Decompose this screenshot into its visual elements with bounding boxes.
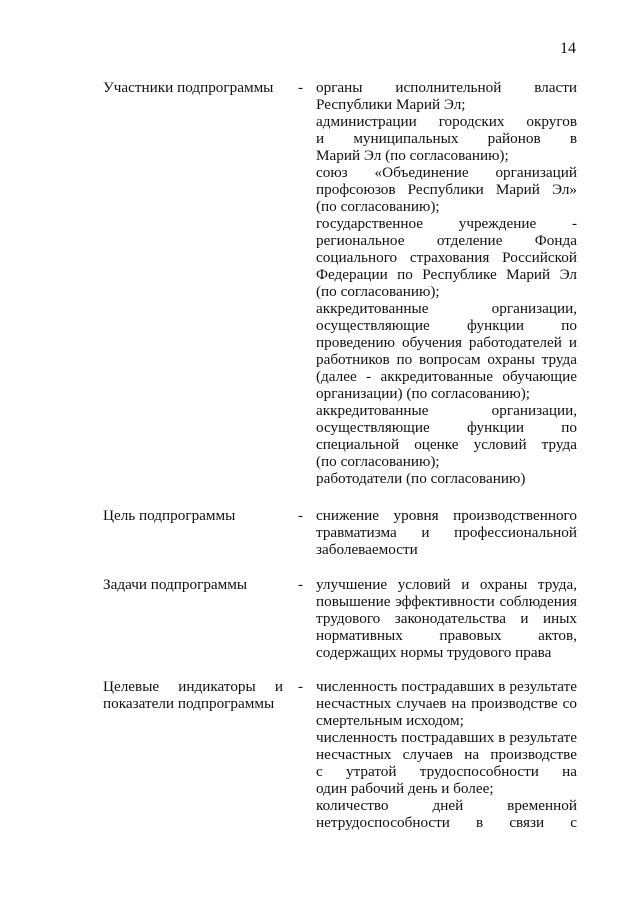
body-line: специальной оценке условий труда	[316, 436, 577, 453]
body-line: с утратой трудоспособности на	[316, 763, 577, 780]
body-line: трудового законодательства и иных	[316, 610, 577, 627]
body-line: аккредитованные организации,	[316, 402, 577, 419]
body-line: Марий Эл (по согласованию);	[316, 147, 509, 164]
section-participants-dash: -	[298, 79, 304, 96]
body-line: снижение уровня производственного	[316, 507, 577, 524]
label-line: Задачи подпрограммы	[103, 576, 248, 593]
section-tasks-dash: -	[298, 576, 304, 593]
body-line: нормативных правовых актов,	[316, 627, 577, 644]
body-line: работников по вопросам охраны труда	[316, 351, 577, 368]
body-line: несчастных случаев на производстве со	[316, 695, 577, 712]
body-line: администрации городских округов	[316, 113, 577, 130]
body-line: организации) (по согласованию);	[316, 385, 531, 402]
section-goal-dash: -	[298, 507, 304, 524]
body-line: заболеваемости	[316, 541, 418, 558]
body-line: травматизма и профессиональной	[316, 524, 577, 541]
section-indicators-dash: -	[298, 678, 304, 695]
body-line: Республики Марий Эл;	[316, 96, 466, 113]
section-tasks-body	[316, 576, 577, 661]
label-line: показатели подпрограммы	[103, 695, 275, 712]
body-line: работодатели (по согласованию)	[316, 470, 526, 487]
section-participants-label	[103, 79, 283, 96]
body-line: (по согласованию);	[316, 453, 440, 470]
body-line: нетрудоспособности в связи с	[316, 814, 577, 831]
body-line: социального страхования Российской	[316, 249, 577, 266]
body-line: несчастных случаев на производстве	[316, 746, 577, 763]
body-line: союз «Объединение организаций	[316, 164, 577, 181]
body-line: органы исполнительной власти	[316, 79, 577, 96]
body-line: количество дней временной	[316, 797, 577, 814]
body-line: Федерации по Республике Марий Эл	[316, 266, 577, 283]
body-line: (по согласованию);	[316, 283, 440, 300]
body-line: улучшение условий и охраны труда,	[316, 576, 577, 593]
body-line: аккредитованные организации,	[316, 300, 577, 317]
section-indicators-body	[316, 678, 577, 831]
label-line: Целевые индикаторы и	[103, 678, 283, 695]
body-line: осуществляющие функции по	[316, 419, 577, 436]
section-participants-body	[316, 79, 577, 487]
body-line: содержащих нормы трудового права	[316, 644, 552, 661]
body-line: численность пострадавших в результате	[316, 729, 577, 746]
body-line: (по согласованию);	[316, 198, 440, 215]
section-tasks-label	[103, 576, 283, 593]
body-line: профсоюзов Республики Марий Эл»	[316, 181, 577, 198]
body-line: осуществляющие функции по	[316, 317, 577, 334]
body-line: численность пострадавших в результате	[316, 678, 577, 695]
body-line: повышение эффективности соблюдения	[316, 593, 577, 610]
page-number: 14	[560, 40, 576, 57]
body-line: и муниципальных районов в	[316, 130, 577, 147]
body-line: региональное отделение Фонда	[316, 232, 577, 249]
body-line: проведению обучения работодателей и	[316, 334, 577, 351]
body-line: один рабочий день и более;	[316, 780, 494, 797]
section-indicators-label	[103, 678, 283, 712]
label-line: Цель подпрограммы	[103, 507, 236, 524]
section-goal-body	[316, 507, 577, 558]
body-line: государственное учреждение -	[316, 215, 577, 232]
body-line: (далее - аккредитованные обучающие	[316, 368, 577, 385]
section-goal-label	[103, 507, 283, 524]
label-line: Участники подпрограммы	[103, 79, 274, 96]
body-line: смертельным исходом;	[316, 712, 464, 729]
